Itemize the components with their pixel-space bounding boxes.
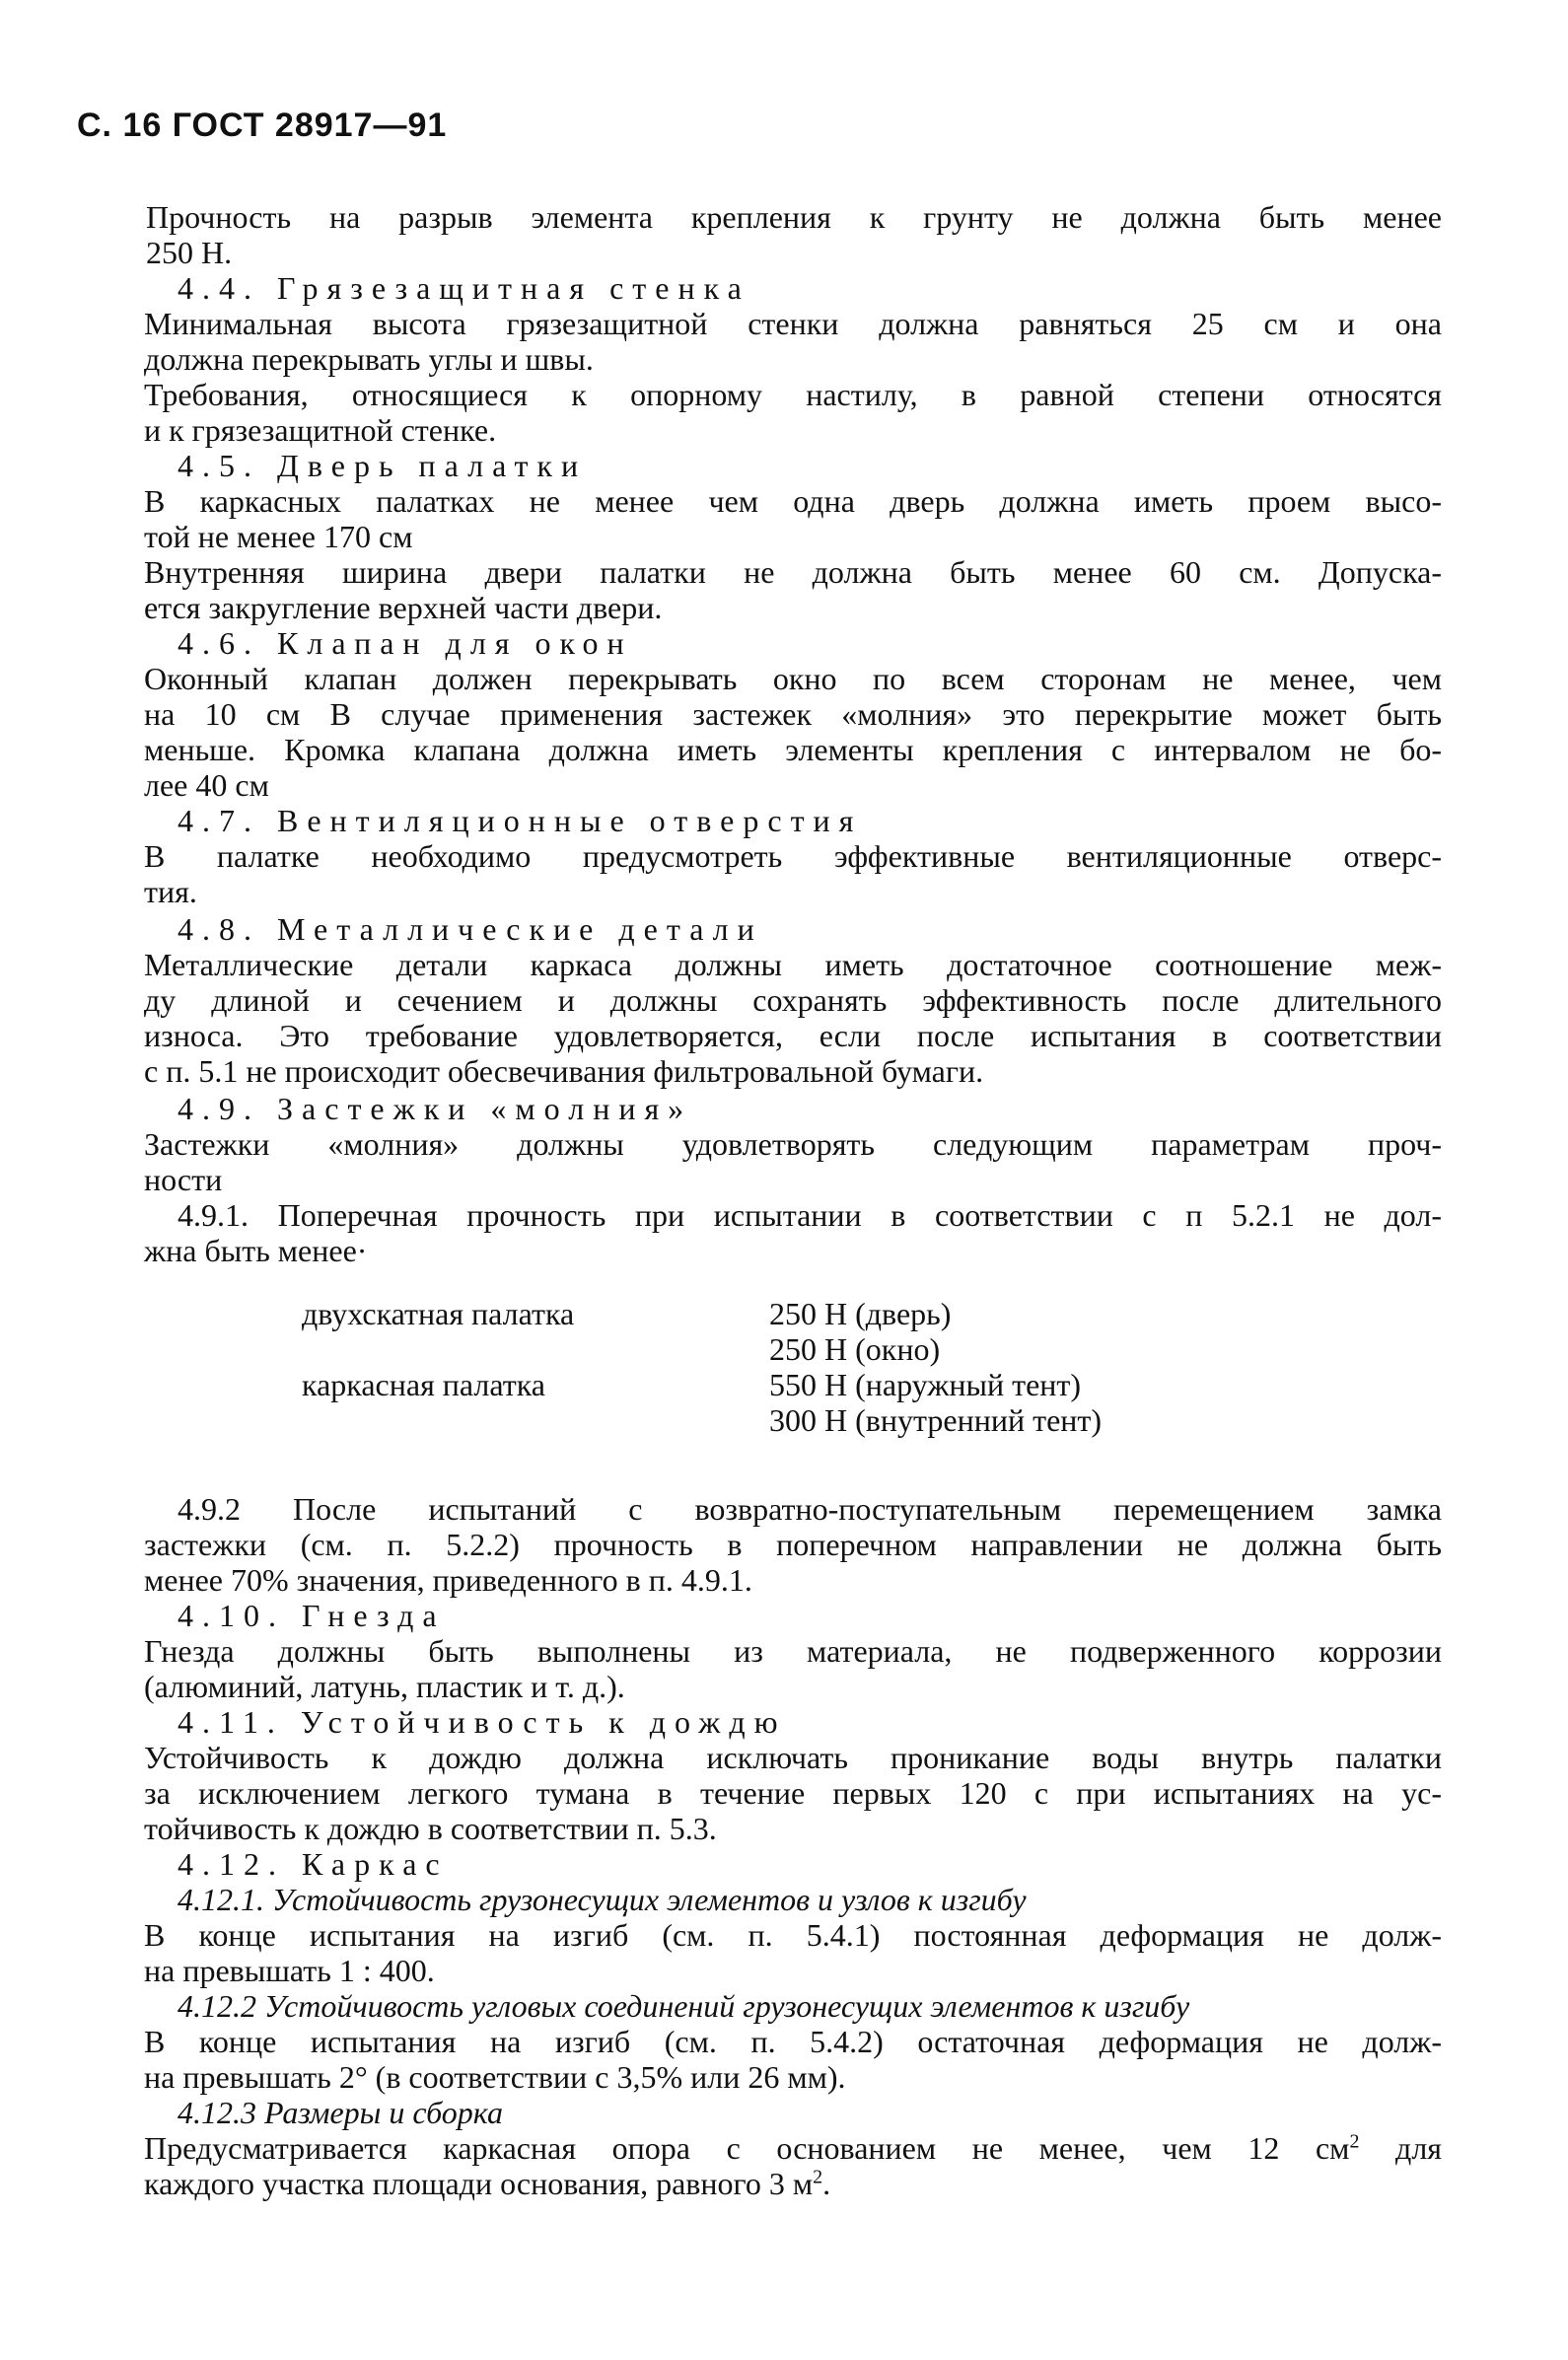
table-cell-tent [302, 1402, 769, 1438]
section-heading-4-7: 4.7. Вентиляционные отверстия [178, 803, 863, 838]
paragraph-line: 250 Н. [146, 235, 233, 270]
line-text: для [1359, 2130, 1443, 2166]
paragraph-line: и к грязезащитной стенке. [144, 412, 497, 448]
paragraph-line: тия. [144, 874, 197, 909]
paragraph-line [144, 2166, 1442, 2201]
paragraph-line: Металлические детали каркаса должны иметь достаточное соотношение меж- [144, 947, 1442, 982]
paragraph-line: Прочность на разрыв элемента крепления к грунту не должна быть менее [146, 199, 1442, 235]
paragraph-line: 4.9.1. Поперечная прочность при испытании в соответствии с п 5.2.1 не дол- [178, 1197, 1442, 1233]
table-cell-value: 250 Н (окно) [769, 1331, 941, 1367]
section-heading-4-6: 4.6. Клапан для окон [178, 625, 633, 661]
paragraph-line: Требования, относящиеся к опорному настилу, в равной степени относятся [144, 377, 1442, 412]
table-cell-tent [302, 1331, 769, 1367]
section-heading-4-11: 4.11. Устойчивость к дождю [178, 1704, 787, 1740]
table-cell-value: 300 Н (внутренний тент) [769, 1402, 1103, 1438]
section-heading-4-4: 4.4. Грязезащитная стенка [178, 270, 750, 306]
table-cell-value: 250 Н (дверь) [769, 1296, 952, 1331]
table-row [302, 1367, 1102, 1402]
table-cell-tent: двухскатная палатка [302, 1296, 575, 1331]
paragraph-line: жна быть менее· [144, 1233, 368, 1268]
paragraph-line: на 10 см В случае применения застежек «молния» это перекрытие может быть [144, 696, 1442, 732]
body-text-continued [144, 1491, 1442, 2201]
zipper-strength-table [302, 1296, 1102, 1438]
paragraph-line: 4.9.2 После испытаний с возвратно-поступательным перемещением замка [178, 1491, 1442, 1527]
superscript: 2 [1349, 2130, 1360, 2153]
line-text: каждого участка площади основания, равного 3 м [144, 2166, 814, 2201]
section-heading-4-10: 4.10. Гнезда [178, 1598, 446, 1633]
paragraph-line: за исключением легкого тумана в течение первых 120 с при испытаниях на ус- [144, 1775, 1442, 1811]
paragraph-line: износа. Это требование удовлетворяется, если после испытания в соответствии [144, 1018, 1442, 1053]
section-heading-4-12-3: 4.12.3 Размеры и сборка [178, 2095, 503, 2130]
paragraph-line: В конце испытания на изгиб (см. п. 5.4.2) остаточная деформация не долж- [144, 2024, 1442, 2059]
section-heading-4-5: 4.5. Дверь палатки [178, 448, 588, 483]
paragraph-line: ется закругление верхней части двери. [144, 590, 663, 625]
body-text [144, 199, 1442, 1268]
paragraph-line: на превышать 1 : 400. [144, 1953, 435, 1988]
paragraph-line: меньше. Кромка клапана должна иметь элементы крепления с интервалом не бо- [144, 732, 1442, 767]
paragraph-line: Гнезда должны быть выполнены из материала, не подверженного коррозии [144, 1633, 1442, 1669]
paragraph-line: лее 40 см [144, 767, 269, 803]
paragraph-line: В палатке необходимо предусмотреть эффективные вентиляционные отверс- [144, 838, 1442, 874]
paragraph-line: застежки (см. п. 5.2.2) прочность в поперечном направлении не должна быть [144, 1527, 1442, 1562]
section-heading-4-9: 4.9. Застежки «молния» [178, 1091, 693, 1126]
paragraph-line: Внутренняя ширина двери палатки не должна быть менее 60 см. Допуска- [144, 554, 1442, 590]
paragraph-line: должна перекрывать углы и швы. [144, 341, 594, 377]
paragraph-line: Устойчивость к дождю должна исключать проникание воды внутрь палатки [144, 1740, 1442, 1775]
paragraph-line: Минимальная высота грязезащитной стенки должна равняться 25 см и она [144, 306, 1442, 341]
table-row [302, 1296, 1102, 1331]
table-cell-tent: каркасная палатка [302, 1367, 545, 1402]
paragraph-line: на превышать 2° (в соответствии с 3,5% или 26 мм). [144, 2059, 846, 2095]
paragraph-line: (алюминий, латунь, пластик и т. д.). [144, 1669, 625, 1704]
superscript: 2 [813, 2166, 823, 2188]
section-heading-4-12-1: 4.12.1. Устойчивость грузонесущих элементов и узлов к изгибу [178, 1882, 1027, 1917]
paragraph-line: Застежки «молния» должны удовлетворять следующим параметрам проч- [144, 1126, 1442, 1162]
paragraph-line: с п. 5.1 не происходит обесвечивания фильтровальной бумаги. [144, 1053, 984, 1089]
paragraph-line: Оконный клапан должен перекрывать окно по всем сторонам не менее, чем [144, 661, 1442, 696]
section-heading-4-8: 4.8. Металлические детали [178, 911, 763, 947]
paragraph-line: В каркасных палатках не менее чем одна дверь должна иметь проем высо- [144, 483, 1442, 519]
table-row [302, 1331, 1102, 1367]
table-row [302, 1402, 1102, 1438]
paragraph-line [144, 2130, 1442, 2166]
paragraph-line: ности [144, 1162, 223, 1197]
paragraph-line: ду длиной и сечением и должны сохранять эффективность после длительного [144, 982, 1442, 1018]
paragraph-line: той не менее 170 см [144, 519, 413, 554]
section-heading-4-12-2: 4.12.2 Устойчивость угловых соединений грузонесущих элементов к изгибу [178, 1988, 1190, 2024]
section-heading-4-12: 4.12. Каркас [178, 1846, 449, 1882]
table-cell-value: 550 Н (наружный тент) [769, 1367, 1082, 1402]
line-text: . [822, 2166, 831, 2201]
paragraph-line: В конце испытания на изгиб (см. п. 5.4.1) постоянная деформация не долж- [144, 1917, 1442, 1953]
paragraph-line: тойчивость к дождю в соответствии п. 5.3. [144, 1811, 717, 1846]
paragraph-line: менее 70% значения, приведенного в п. 4.9.1. [144, 1562, 752, 1598]
line-text: Предусматривается каркасная опора с основанием не менее, чем 12 см [144, 2130, 1350, 2166]
page-header: С. 16 ГОСТ 28917—91 [77, 107, 448, 144]
